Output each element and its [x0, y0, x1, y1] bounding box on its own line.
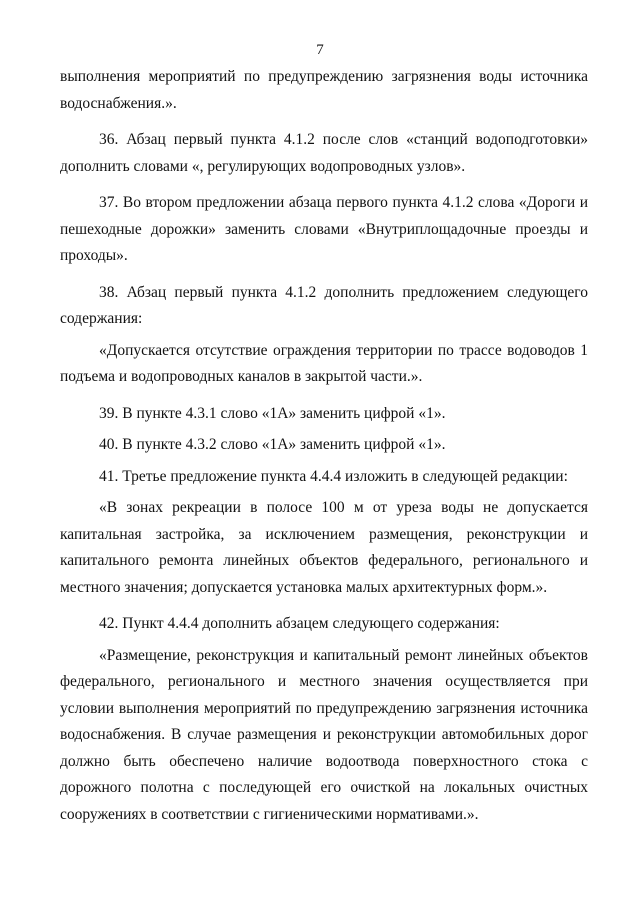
page-number: 7: [316, 42, 324, 58]
paragraph-item-36: 36. Абзац первый пункта 4.1.2 после слов «станций водоподготовки» дополнить словами «, регулирующих водопроводных узлов».: [60, 131, 588, 175]
document-body: [60, 64, 588, 828]
paragraph-item-37: 37. Во втором предложении абзаца первого пункта 4.1.2 слова «Дороги и пешеходные дорожки» заменить словами «Внутриплощадочные проезды и проходы».: [60, 194, 588, 264]
paragraph-continuation: выполнения мероприятий по предупреждению загрязнения воды источника водоснабжения.».: [60, 68, 588, 112]
paragraph-quote-42: «Размещение, реконструкция и капитальный ремонт линейных объектов федерального, регионального и местного значения осуществляется при условии выполнения мероприятий по предупреждению загрязнения источника водоснабжения. В случае размещения и реконструкции автомобильных дорог должно быть обеспечено наличие водоотвода поверхностного стока с дорожного полотна с последующей его очисткой на локальных очистных сооружениях в соответствии с гигиеническими нормативами.».: [60, 646, 588, 823]
paragraph-quote-38: «Допускается отсутствие ограждения территории по трассе водоводов 1 подъема и водопроводных каналов в закрытой части.».: [60, 341, 588, 385]
paragraph-item-42: 42. Пункт 4.4.4 дополнить абзацем следующего содержания:: [99, 615, 500, 632]
paragraph-item-41: 41. Третье предложение пункта 4.4.4 изложить в следующей редакции:: [99, 467, 568, 485]
paragraph-quote-41: «В зонах рекреации в полосе 100 м от уреза воды не допускается капитальная застройка, за исключением размещения, реконструкции и капитального ремонта линейных объектов федерального, регионального и местного значения; допускается установка малых архитектурных форм.».: [60, 499, 588, 596]
paragraph-item-38: 38. Абзац первый пункта 4.1.2 дополнить предложением следующего содержания:: [60, 283, 588, 327]
paragraph-item-39: 39. В пункте 4.3.1 слово «1А» заменить цифрой «1».: [99, 404, 446, 422]
paragraph-item-40: 40. В пункте 4.3.2 слово «1А» заменить цифрой «1».: [99, 436, 446, 453]
